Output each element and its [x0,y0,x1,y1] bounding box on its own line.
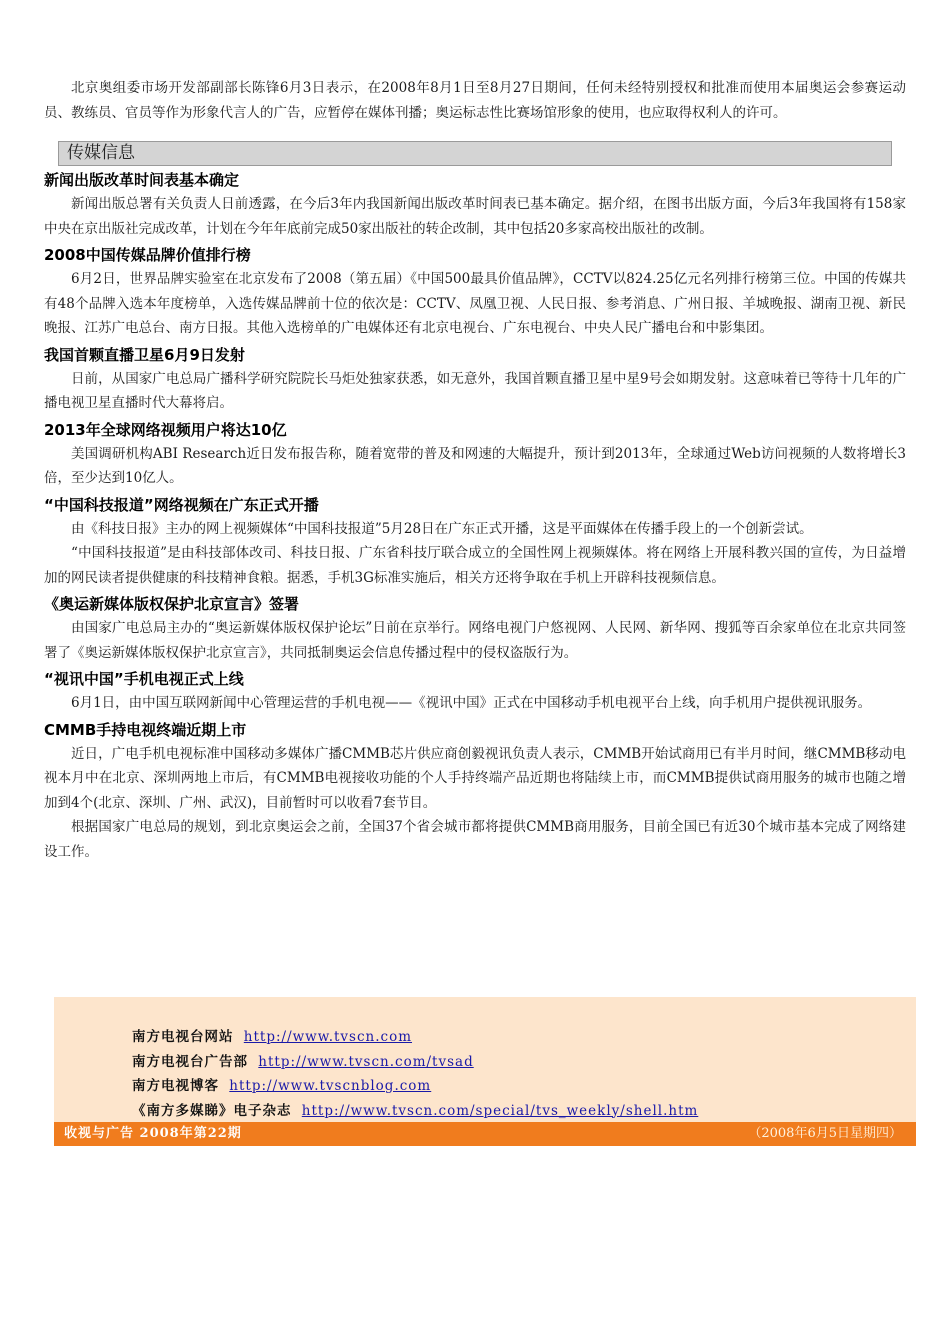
article-title: 2008中国传媒品牌价值排行榜 [44,246,251,264]
article-paragraph: 新闻出版总署有关负责人日前透露，在今后3年内我国新闻出版改革时间表已基本确定。据介绍，在图书出版方面，今后3年我国将有158家中央在京出版社完成改革，计划在今年年底前完成50家出版社的转企改制，其中包括20多家高校出版社的改制。 [44,196,906,237]
article-3 [44,418,906,491]
article-6 [44,667,906,716]
link-label: 南方电视台网站 [132,1029,234,1045]
publication-issue: 收视与广告 2008年第22期 [64,1126,242,1141]
article-title: 2013年全球网络视频用户将达10亿 [44,420,287,439]
website-link[interactable]: http://www.tvscn.com [243,1029,413,1045]
article-1 [44,243,906,341]
article-title: 《奥运新媒体版权保护北京宣言》签署 [44,595,300,613]
article-paragraph: 美国调研机构ABI Research近日发布报告称，随着宽带的普及和网速的大幅提升，预计到2013年，全球通过Web访问视频的人数将增长3倍，至少达到10亿人。 [44,445,906,486]
footer-link-row [132,1099,698,1124]
footer-links [132,1025,698,1123]
article-paragraph: 日前，从国家广电总局广播科学研究院院长马炬处独家获悉，如无意外，我国首颗直播卫星中星9号会如期发射。这意味着已等待十几年的广播电视卫星直播时代大幕将启。 [44,370,906,411]
footer-panel [54,997,916,1146]
footer-link-row [132,1074,698,1099]
article-5 [44,592,906,665]
link-label: 《南方多媒睇》电子杂志 [132,1102,292,1119]
article-title: “中国科技报道”网络视频在广东正式开播 [44,495,319,514]
publication-bar [54,1122,916,1146]
article-2 [44,343,906,416]
section-header: 传媒信息 [58,141,892,166]
publication-date: （2008年6月5日星期四） [748,1126,902,1141]
magazine-link[interactable]: http://www.tvscn.com/special/tvs_weekly/shell.htm [301,1102,699,1119]
document-body [44,76,906,864]
article-paragraph: 近日，广电手机电视标准中国移动多媒体广播CMMB芯片供应商创毅视讯负责人表示，CMMB开始试商用已有半月时间，继CMMB移动电视本月中在北京、深圳两地上市后，有CMMB电视接收功能的个人手持终端产品近期也将陆续上市，而CMMB提供试商用服务的城市也随之增加到4个(北京、深圳、广州、武汉)，目前暂时可以收看7套节目。 [44,745,906,811]
article-title: CMMB手持电视终端近期上市 [44,720,247,739]
article-paragraph: “中国科技报道”是由科技部体改司、科技日报、广东省科技厅联合成立的全国性网上视频媒体。将在网络上开展科教兴国的宣传，为日益增加的网民读者提供健康的科技精神食粮。据悉，手机3G标准实施后，相关方还将争取在手机上开辟科技视频信息。 [44,545,906,586]
link-label: 南方电视博客 [132,1078,219,1094]
article-paragraph: 6月1日，由中国互联网新闻中心管理运营的手机电视——《视讯中国》正式在中国移动手机电视平台上线，向手机用户提供视讯服务。 [71,695,872,711]
article-7 [44,718,906,865]
link-label: 南方电视台广告部 [132,1053,248,1070]
article-paragraph: 由《科技日报》主办的网上视频媒体“中国科技报道”5月28日在广东正式开播，这是平面媒体在传播手段上的一个创新尝试。 [71,520,813,537]
article-title: 我国首颗直播卫星6月9日发射 [44,345,245,364]
article-title: “视讯中国”手机电视正式上线 [44,670,244,688]
ad-department-link[interactable]: http://www.tvscn.com/tvsad [258,1053,474,1070]
article-0 [44,168,906,241]
footer-link-row [132,1050,698,1075]
article-paragraph: 由国家广电总局主办的“奥运新媒体版权保护论坛”日前在京举行。网络电视门户悠视网、人民网、新华网、搜狐等百余家单位在北京共同签署了《奥运新媒体版权保护北京宣言》，共同抵制奥运会信息传播过程中的侵权盗版行为。 [44,620,906,661]
article-paragraph: 根据国家广电总局的规划，到北京奥运会之前，全国37个省会城市都将提供CMMB商用服务，目前全国已有近30个城市基本完成了网络建设工作。 [44,819,906,860]
article-4 [44,493,906,591]
article-paragraph: 6月2日，世界品牌实验室在北京发布了2008（第五届）《中国500最具价值品牌》，CCTV以824.25亿元名列排行榜第三位。中国的传媒共有48个品牌入选本年度榜单，入选传媒品牌前十位的依次是：CCTV、凤凰卫视、人民日报、参考消息、广州日报、羊城晚报、湖南卫视、新民晚报、江苏广电总台、南方日报。其他入选榜单的广电媒体还有北京电视台、广东电视台、中央人民广播电台和中影集团。 [44,271,906,336]
article-title: 新闻出版改革时间表基本确定 [44,171,240,189]
blog-link[interactable]: http://www.tvscnblog.com [229,1078,432,1094]
intro-paragraph: 北京奥组委市场开发部副部长陈锋6月3日表示，在2008年8月1日至8月27日期间，任何未经特别授权和批准而使用本届奥运会参赛运动员、教练员、官员等作为形象代言人的广告，应暂停在媒体刊播；奥运标志性比赛场馆形象的使用，也应取得权利人的许可。 [44,80,906,121]
footer-link-row [132,1025,698,1050]
